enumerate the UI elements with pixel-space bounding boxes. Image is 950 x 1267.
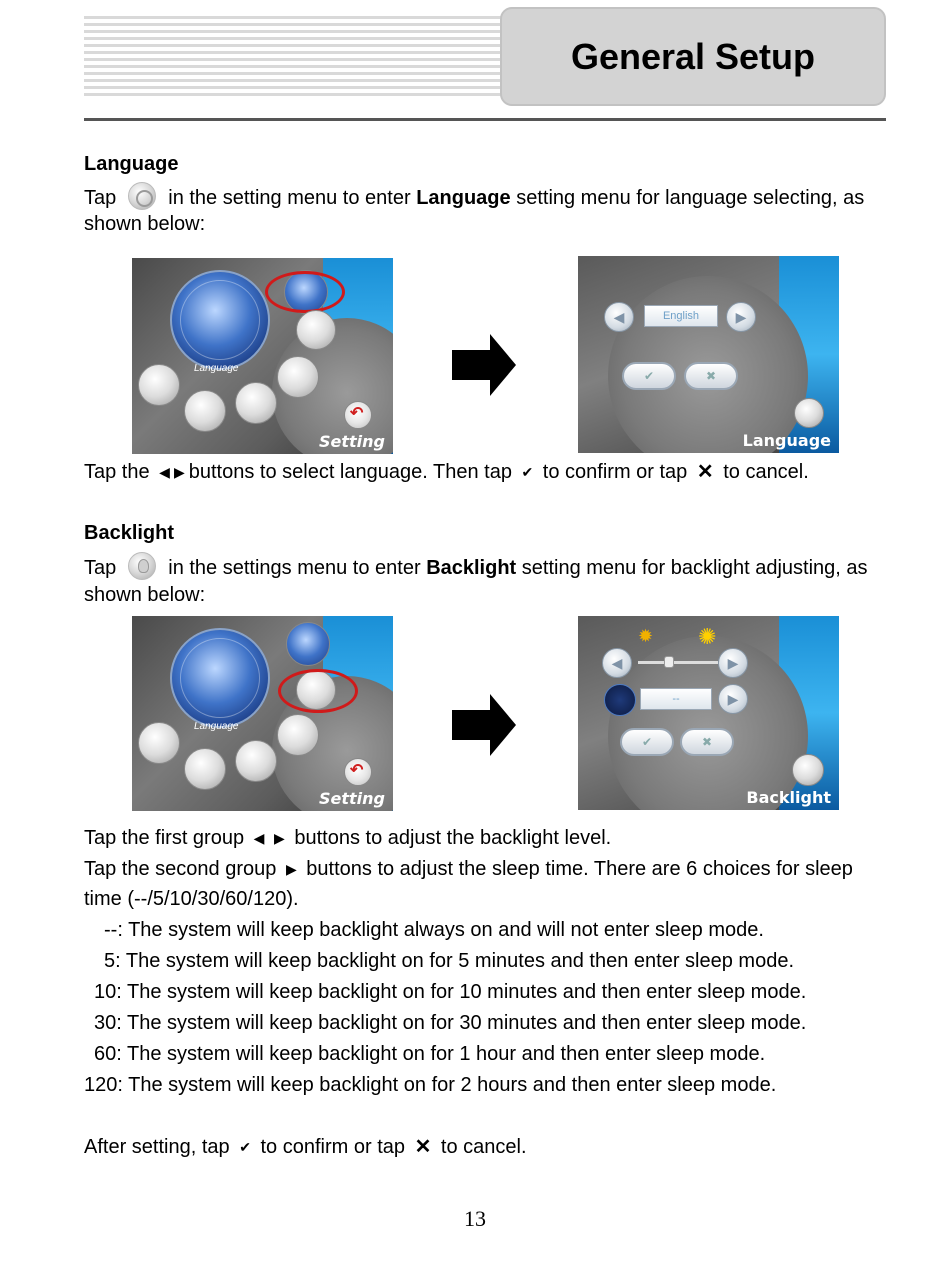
backlight-second-group-1: Tap the second group bbox=[84, 858, 277, 880]
arrow-right-icon bbox=[452, 694, 516, 756]
right-triangle-icon: ▶ bbox=[285, 861, 297, 877]
backlight-intro-before: Tap bbox=[84, 557, 117, 579]
dim-sun-icon: ✹ bbox=[638, 626, 654, 646]
highlight-ring bbox=[265, 271, 345, 313]
x-icon: ✕ bbox=[414, 1136, 432, 1158]
backlight-first-group bbox=[84, 826, 611, 850]
globe-graphic bbox=[170, 628, 270, 728]
reset-icon bbox=[235, 740, 277, 782]
language-intro-line1 bbox=[84, 182, 864, 210]
reset-icon bbox=[235, 382, 277, 424]
backlight-screenshot-backlight-menu bbox=[578, 616, 839, 810]
backlight-intro-bold: Backlight bbox=[426, 557, 517, 579]
language-tap-2: buttons to select language. Then tap bbox=[188, 461, 512, 483]
language-intro-bold: Language bbox=[416, 187, 511, 209]
backlight-heading: Backlight bbox=[84, 522, 175, 544]
cancel-x-icon: ✖ bbox=[680, 728, 734, 756]
header-tab bbox=[500, 7, 886, 106]
backlight-second-group-2: buttons to adjust the sleep time. There are 6 choices for sleep bbox=[306, 858, 853, 880]
confirm-check-icon: ✔ bbox=[622, 362, 676, 390]
sleep-right-arrow-icon: ▶ bbox=[718, 684, 748, 714]
page-title: General Setup bbox=[570, 35, 816, 77]
backlight-screenshot-setting-menu bbox=[132, 616, 393, 811]
sound-icon bbox=[138, 364, 180, 406]
language-globe-button-icon bbox=[286, 622, 330, 666]
sleep-choice-item: 5: The system will keep backlight on for 5 minutes and then enter sleep mode. bbox=[104, 950, 795, 972]
sound-icon bbox=[138, 722, 180, 764]
backlight-intro-line1 bbox=[84, 552, 868, 580]
back-icon bbox=[344, 401, 372, 429]
right-triangle-icon: ▶ bbox=[173, 464, 185, 480]
header-stripes bbox=[84, 16, 514, 96]
language-caption: Language bbox=[194, 721, 239, 732]
brightness-slider-knob bbox=[664, 656, 674, 668]
backlight-intro-after: setting menu for backlight adjusting, as bbox=[521, 557, 868, 579]
sleep-moon-icon bbox=[604, 684, 636, 716]
globe-graphic bbox=[170, 270, 270, 370]
back-icon bbox=[344, 758, 372, 786]
backlight-first-group-2: buttons to adjust the backlight level. bbox=[294, 827, 612, 849]
sleep-time-field: -- bbox=[640, 688, 712, 710]
left-triangle-icon: ◀ bbox=[253, 830, 265, 846]
bright-sun-icon: ✺ bbox=[698, 624, 717, 649]
language-intro-before: Tap bbox=[84, 187, 117, 209]
backlight-after-setting bbox=[84, 1135, 527, 1159]
arrow-right-icon bbox=[452, 334, 516, 396]
touch-calibration-icon bbox=[184, 748, 226, 790]
setting-label: Setting bbox=[319, 432, 385, 451]
language-heading: Language bbox=[84, 153, 179, 175]
language-left-arrow-icon: ◀ bbox=[604, 302, 634, 332]
x-icon: ✕ bbox=[696, 461, 714, 483]
backlight-after-1: After setting, tap bbox=[84, 1136, 230, 1158]
language-value-field: English bbox=[644, 305, 718, 327]
backlight-intro-mid: in the settings menu to enter bbox=[168, 557, 421, 579]
page-number: 13 bbox=[464, 1206, 486, 1231]
cancel-x-icon: ✖ bbox=[684, 362, 738, 390]
backlight-second-group bbox=[84, 857, 853, 881]
language-screenshot-language-menu bbox=[578, 256, 839, 453]
backlight-second-group-line2: time (--/5/10/30/60/120). bbox=[84, 888, 299, 910]
brightness-left-arrow-icon: ◀ bbox=[602, 648, 632, 678]
check-icon: ✔ bbox=[521, 464, 534, 480]
backlight-intro-line2: shown below: bbox=[84, 584, 206, 606]
language-instructions bbox=[84, 460, 809, 484]
language-tap-3: to confirm or tap bbox=[542, 461, 688, 483]
language-intro-line2: shown below: bbox=[84, 213, 206, 235]
backlight-bulb-inline-icon bbox=[128, 552, 156, 580]
language-caption: Language bbox=[194, 363, 239, 374]
brightness-right-arrow-icon: ▶ bbox=[718, 648, 748, 678]
brightness-slider-track bbox=[638, 661, 718, 664]
clock-icon bbox=[277, 714, 319, 756]
sleep-choice-item: 10: The system will keep backlight on for 10 minutes and then enter sleep mode. bbox=[94, 981, 807, 1003]
backlight-label: Backlight bbox=[746, 788, 831, 807]
language-screenshot-setting-menu bbox=[132, 258, 393, 454]
confirm-check-icon: ✔ bbox=[620, 728, 674, 756]
sleep-choice-item: --: The system will keep backlight always on and will not enter sleep mode. bbox=[104, 919, 764, 941]
touch-calibration-icon bbox=[184, 390, 226, 432]
language-label: Language bbox=[742, 431, 831, 450]
language-intro-mid: in the setting menu to enter bbox=[168, 187, 411, 209]
language-tap-1: Tap the bbox=[84, 461, 150, 483]
backlight-bulb-icon bbox=[792, 754, 824, 786]
language-right-arrow-icon: ▶ bbox=[726, 302, 756, 332]
backlight-after-2: to confirm or tap bbox=[260, 1136, 406, 1158]
right-triangle-icon: ▶ bbox=[274, 830, 285, 846]
header-divider bbox=[84, 118, 886, 121]
backlight-bulb-icon bbox=[296, 310, 336, 350]
language-globe-icon bbox=[128, 182, 156, 210]
sleep-choice-item: 30: The system will keep backlight on for 30 minutes and then enter sleep mode. bbox=[94, 1012, 807, 1034]
check-icon: ✔ bbox=[239, 1139, 251, 1155]
sleep-choice-item: 60: The system will keep backlight on for 1 hour and then enter sleep mode. bbox=[94, 1043, 766, 1065]
backlight-after-3: to cancel. bbox=[440, 1136, 527, 1158]
clock-icon bbox=[277, 356, 319, 398]
left-triangle-icon: ◀ bbox=[159, 464, 170, 480]
language-flag-icon bbox=[794, 398, 824, 428]
setting-label: Setting bbox=[319, 789, 385, 808]
backlight-first-group-1: Tap the first group bbox=[84, 827, 245, 849]
language-tap-4: to cancel. bbox=[723, 461, 809, 483]
sleep-choice-item: 120: The system will keep backlight on for 2 hours and then enter sleep mode. bbox=[84, 1074, 777, 1096]
highlight-ring bbox=[278, 669, 358, 713]
language-intro-after: setting menu for language selecting, as bbox=[516, 187, 865, 209]
